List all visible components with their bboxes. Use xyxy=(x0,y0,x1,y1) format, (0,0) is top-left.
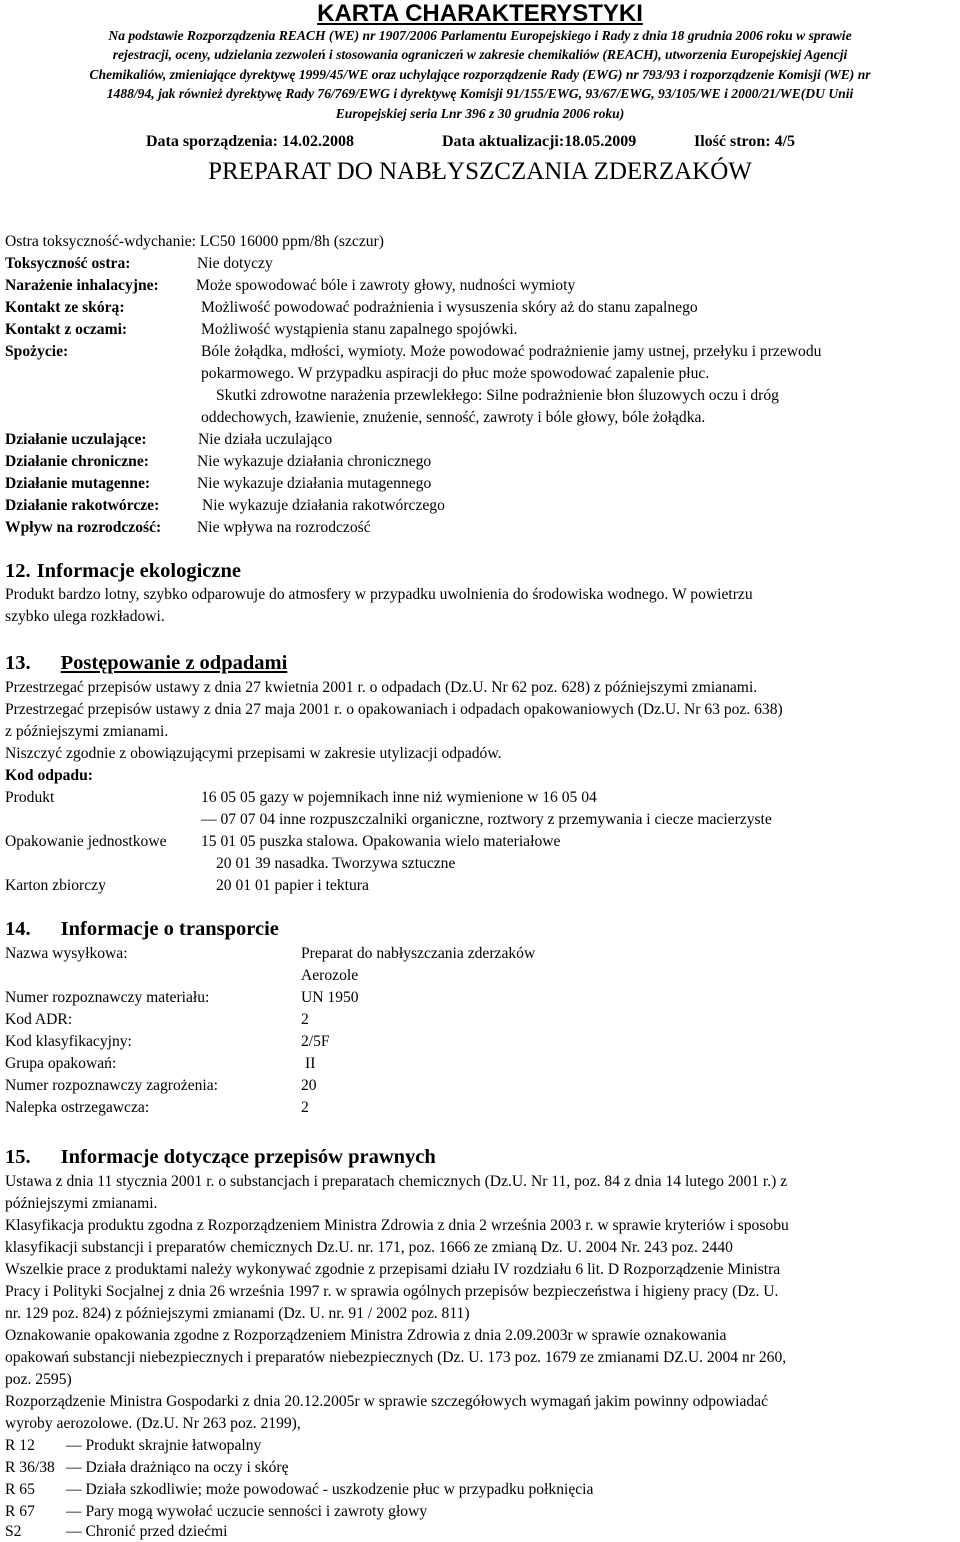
legal-line: rejestracji, oceny, udzielania zezwoleń i stosowania ograniczeń w zakresie chemikaliów (REACH), utworzenia Europejskiej Agencji xyxy=(112,47,848,63)
legal-line: Chemikaliów, zmieniające dyrektywę 1999/45/WE oraz uchylające rozporządzenie Rady (EWG) nr 793/93 i rozporządzenie Komisji (WE) nr xyxy=(89,66,871,82)
risk-phrase-text: — Działa drażniąco na oczy i skórę xyxy=(66,1459,289,1476)
section-number: 14. xyxy=(5,918,31,940)
section-12-heading xyxy=(5,559,241,583)
transport-value: Aerozole xyxy=(301,967,359,984)
sensitization-label: Działanie uczulające: xyxy=(5,431,147,448)
waste-code-entry: 20 01 01 papier i tektura xyxy=(216,877,369,894)
legal-text-line: późniejszymi zmianami. xyxy=(5,1195,158,1212)
transport-label: Nazwa wysyłkowa: xyxy=(5,945,128,962)
waste-code-entry: 16 05 05 gazy w pojemnikach inne niż wymienione w 16 05 04 xyxy=(201,789,597,806)
waste-packaging-label: Opakowanie jednostkowe xyxy=(5,833,167,850)
section-13-heading xyxy=(5,651,287,675)
update-date: Data aktualizacji:18.05.2009 xyxy=(442,133,637,150)
skin-contact-label: Kontakt ze skórą: xyxy=(5,299,125,316)
legal-text-line: Klasyfikacja produktu zgodna z Rozporządzeniem Ministra Zdrowia z dnia 2 września 2003 r. w sprawie kryteriów i sposobu xyxy=(5,1217,789,1234)
eye-contact-label: Kontakt z oczami: xyxy=(5,321,128,338)
waste-regulation-line: Przestrzegać przepisów ustawy z dnia 27 kwietnia 2001 r. o odpadach (Dz.U. Nr 62 poz. 628) z późniejszymi zmianami. xyxy=(5,679,758,696)
section-title: Informacje o transporcie xyxy=(60,918,279,940)
ecology-text-line: szybko ulega rozkładowi. xyxy=(5,608,165,625)
transport-label: Numer rozpoznawczy materiału: xyxy=(5,989,210,1006)
legal-line: Na podstawie Rozporządzenia REACH (WE) nr 1907/2006 Parlamentu Europejskiego i Rady z dnia 18 grudnia 2006 roku w sprawie xyxy=(108,28,852,43)
eye-contact-value: Możliwość wystąpienia stanu zapalnego spojówki. xyxy=(201,321,518,338)
mutagenic-value: Nie wykazuje działania mutagennego xyxy=(197,475,432,492)
section-title: Postępowanie z odpadami xyxy=(60,652,288,674)
waste-code-label: Kod odpadu: xyxy=(5,767,93,784)
section-15-heading xyxy=(5,1145,436,1169)
chronic-effects-line: oddechowych, łzawienie, znużenie, senność, zawroty i bóle głowy, bóle żołądka. xyxy=(201,409,706,426)
section-title: Informacje dotyczące przepisów prawnych xyxy=(60,1146,436,1168)
acute-toxicity-label: Toksyczność ostra: xyxy=(5,255,131,272)
waste-code-entry: 20 01 39 nasadka. Tworzywa sztuczne xyxy=(216,855,456,872)
legal-text-line: Oznakowanie opakowania zgodne z Rozporządzeniem Ministra Zdrowia z dnia 2.09.2003r w sprawie oznakowania xyxy=(5,1327,727,1344)
legal-text-line: opakowań substancji niebezpiecznych i preparatów niebezpiecznych (Dz. U. 173 poz. 1679 ze zmianami DZ.U. 2004 nr 260, xyxy=(5,1349,787,1366)
transport-value: 20 xyxy=(301,1077,317,1094)
section-number: 12. xyxy=(5,560,31,582)
acute-inhalation-toxicity: Ostra toksyczność-wdychanie: LC50 16000 ppm/8h (szczur) xyxy=(5,233,384,250)
risk-phrase-text: — Produkt skrajnie łatwopalny xyxy=(66,1437,262,1454)
waste-disposal-instruction: Niszczyć zgodnie z obowiązującymi przepisami w zakresie utylizacji odpadów. xyxy=(5,745,502,762)
transport-value: II xyxy=(305,1055,316,1072)
inhalation-label: Narażenie inhalacyjne: xyxy=(5,277,159,294)
legal-text-line: poz. 2595) xyxy=(5,1371,72,1388)
dash-icon: — xyxy=(201,811,221,828)
acute-toxicity-value: Nie dotyczy xyxy=(197,255,273,272)
sensitization-value: Nie działa uczulająco xyxy=(198,431,333,448)
product-name: PREPARAT DO NABŁYSZCZANIA ZDERZAKÓW xyxy=(208,158,752,185)
transport-value: 2 xyxy=(301,1099,309,1116)
waste-regulation-line: z późniejszymi zmianami. xyxy=(5,723,169,740)
chronic-effects-line: Skutki zdrowotne narażenia przewlekłego: Silne podrażnienie błon śluzowych oczu i dróg xyxy=(216,387,779,404)
section-title: Informacje ekologiczne xyxy=(36,560,241,582)
waste-code-entry xyxy=(201,809,772,830)
skin-contact-value: Możliwość powodować podrażnienia i wysuszenia skóry aż do stanu zapalnego xyxy=(201,299,698,316)
legal-text-line: Rozporządzenie Ministra Gospodarki z dnia 20.12.2005r w sprawie szczegółowych wymagań jakim powinny odpowiadać xyxy=(5,1393,769,1410)
transport-value: Preparat do nabłyszczania zderzaków xyxy=(301,945,536,962)
risk-phrase-code: R 12 xyxy=(5,1437,35,1454)
legal-text-line: wyroby aerozolowe. (Dz.U. Nr 263 poz. 2199), xyxy=(5,1415,301,1432)
legal-text-line: Wszelkie prace z produktami należy wykonywać zgodnie z przepisami działu IV rozdziału 6 lit. D Rozporządzenie Ministra xyxy=(5,1261,781,1278)
section-14-heading xyxy=(5,917,279,941)
chronic-action-value: Nie wykazuje działania chronicznego xyxy=(197,453,432,470)
document-title: KARTA CHARAKTERYSTYKI xyxy=(317,0,643,27)
chronic-action-label: Działanie chroniczne: xyxy=(5,453,149,470)
transport-label: Grupa opakowań: xyxy=(5,1055,117,1072)
legal-text-line: klasyfikacji substancji i preparatów chemicznych Dz.U. nr. 171, poz. 1666 ze zmianą Dz. U. 2004 Nr. 243 poz. 2440 xyxy=(5,1239,733,1256)
safety-phrase-code: S2 xyxy=(5,1523,22,1540)
transport-label: Nalepka ostrzegawcza: xyxy=(5,1099,150,1116)
inhalation-value: Może spowodować bóle i zawroty głowy, nudności wymioty xyxy=(196,277,576,294)
section-number: 13. xyxy=(5,652,31,674)
waste-code-entry: 15 01 05 puszka stalowa. Opakowania wielo materiałowe xyxy=(201,833,561,850)
transport-label: Numer rozpoznawczy zagrożenia: xyxy=(5,1077,218,1094)
risk-phrase-code: R 67 xyxy=(5,1503,35,1520)
waste-box-label: Karton zbiorczy xyxy=(5,877,106,894)
legal-text-line: Pracy i Polityki Socjalnej z dnia 26 września 1997 r. w sprawia ogólnych przepisów bezpieczeństwa i higieny pracy (Dz. U. xyxy=(5,1283,779,1300)
page-count: Ilość stron: 4/5 xyxy=(694,133,796,150)
carcinogenic-label: Działanie rakotwórcze: xyxy=(5,497,160,514)
transport-label: Kod klasyfikacyjny: xyxy=(5,1033,132,1050)
risk-phrase-text: — Działa szkodliwie; może powodować - uszkodzenie płuc w przypadku połknięcia xyxy=(66,1481,594,1498)
carcinogenic-value: Nie wykazuje działania rakotwórczego xyxy=(202,497,445,514)
reproduction-value: Nie wpływa na rozrodczość xyxy=(197,519,371,536)
ingestion-value-line: pokarmowego. W przypadku aspiracji do płuc może spowodować zapalenie płuc. xyxy=(201,365,710,382)
risk-phrase-code: R 36/38 xyxy=(5,1459,55,1476)
legal-text-line: nr. 129 poz. 824) z późniejszymi zmianami (Dz. U. nr. 91 / 2002 poz. 811) xyxy=(5,1305,470,1322)
ecology-text-line: Produkt bardzo lotny, szybko odparowuje do atmosfery w przypadku uwolnienia do środowiska wodnego. W powietrzu xyxy=(5,586,753,603)
risk-phrase-text: — Pary mogą wywołać uczucie senności i zawroty głowy xyxy=(66,1503,428,1520)
legal-text-line: Ustawa z dnia 11 stycznia 2001 r. o substancjach i preparatach chemicznych (Dz.U. Nr 11, poz. 84 z dnia 14 lutego 2001 r.) z xyxy=(5,1173,788,1190)
transport-value: 2 xyxy=(301,1011,309,1028)
ingestion-label: Spożycie: xyxy=(5,343,69,360)
legal-basis xyxy=(0,26,960,123)
transport-value: UN 1950 xyxy=(301,989,359,1006)
waste-code-text: 07 07 04 inne rozpuszczalniki organiczne, roztwory z przemywania i ciecze macierzyste xyxy=(220,811,772,828)
ingestion-value-line: Bóle żołądka, mdłości, wymioty. Może powodować podrażnienie jamy ustnej, przełyku i przewodu xyxy=(201,343,822,360)
risk-phrase-code: R 65 xyxy=(5,1481,35,1498)
creation-date: Data sporządzenia: 14.02.2008 xyxy=(146,133,354,150)
transport-value: 2/5F xyxy=(301,1033,330,1050)
waste-product-label: Produkt xyxy=(5,789,55,806)
mutagenic-label: Działanie mutagenne: xyxy=(5,475,151,492)
section-number: 15. xyxy=(5,1146,31,1168)
reproduction-label: Wpływ na rozrodczość: xyxy=(5,519,162,536)
waste-regulation-line: Przestrzegać przepisów ustawy z dnia 27 maja 2001 r. o opakowaniach i odpadach opakowaniowych (Dz.U. Nr 63 poz. 638) xyxy=(5,701,783,718)
safety-phrase-text: — Chronić przed dziećmi xyxy=(66,1523,228,1540)
transport-label: Kod ADR: xyxy=(5,1011,73,1028)
legal-line: 1488/94, jak również dyrektywę Rady 76/769/EWG i dyrektywę Komisji 91/155/EWG, 93/67/EWG, 93/105/WE i 2000/21/WE(DU Unii xyxy=(106,86,854,102)
legal-line: Europejskiej seria Lnr 396 z 30 grudnia 2006 roku) xyxy=(335,105,625,121)
